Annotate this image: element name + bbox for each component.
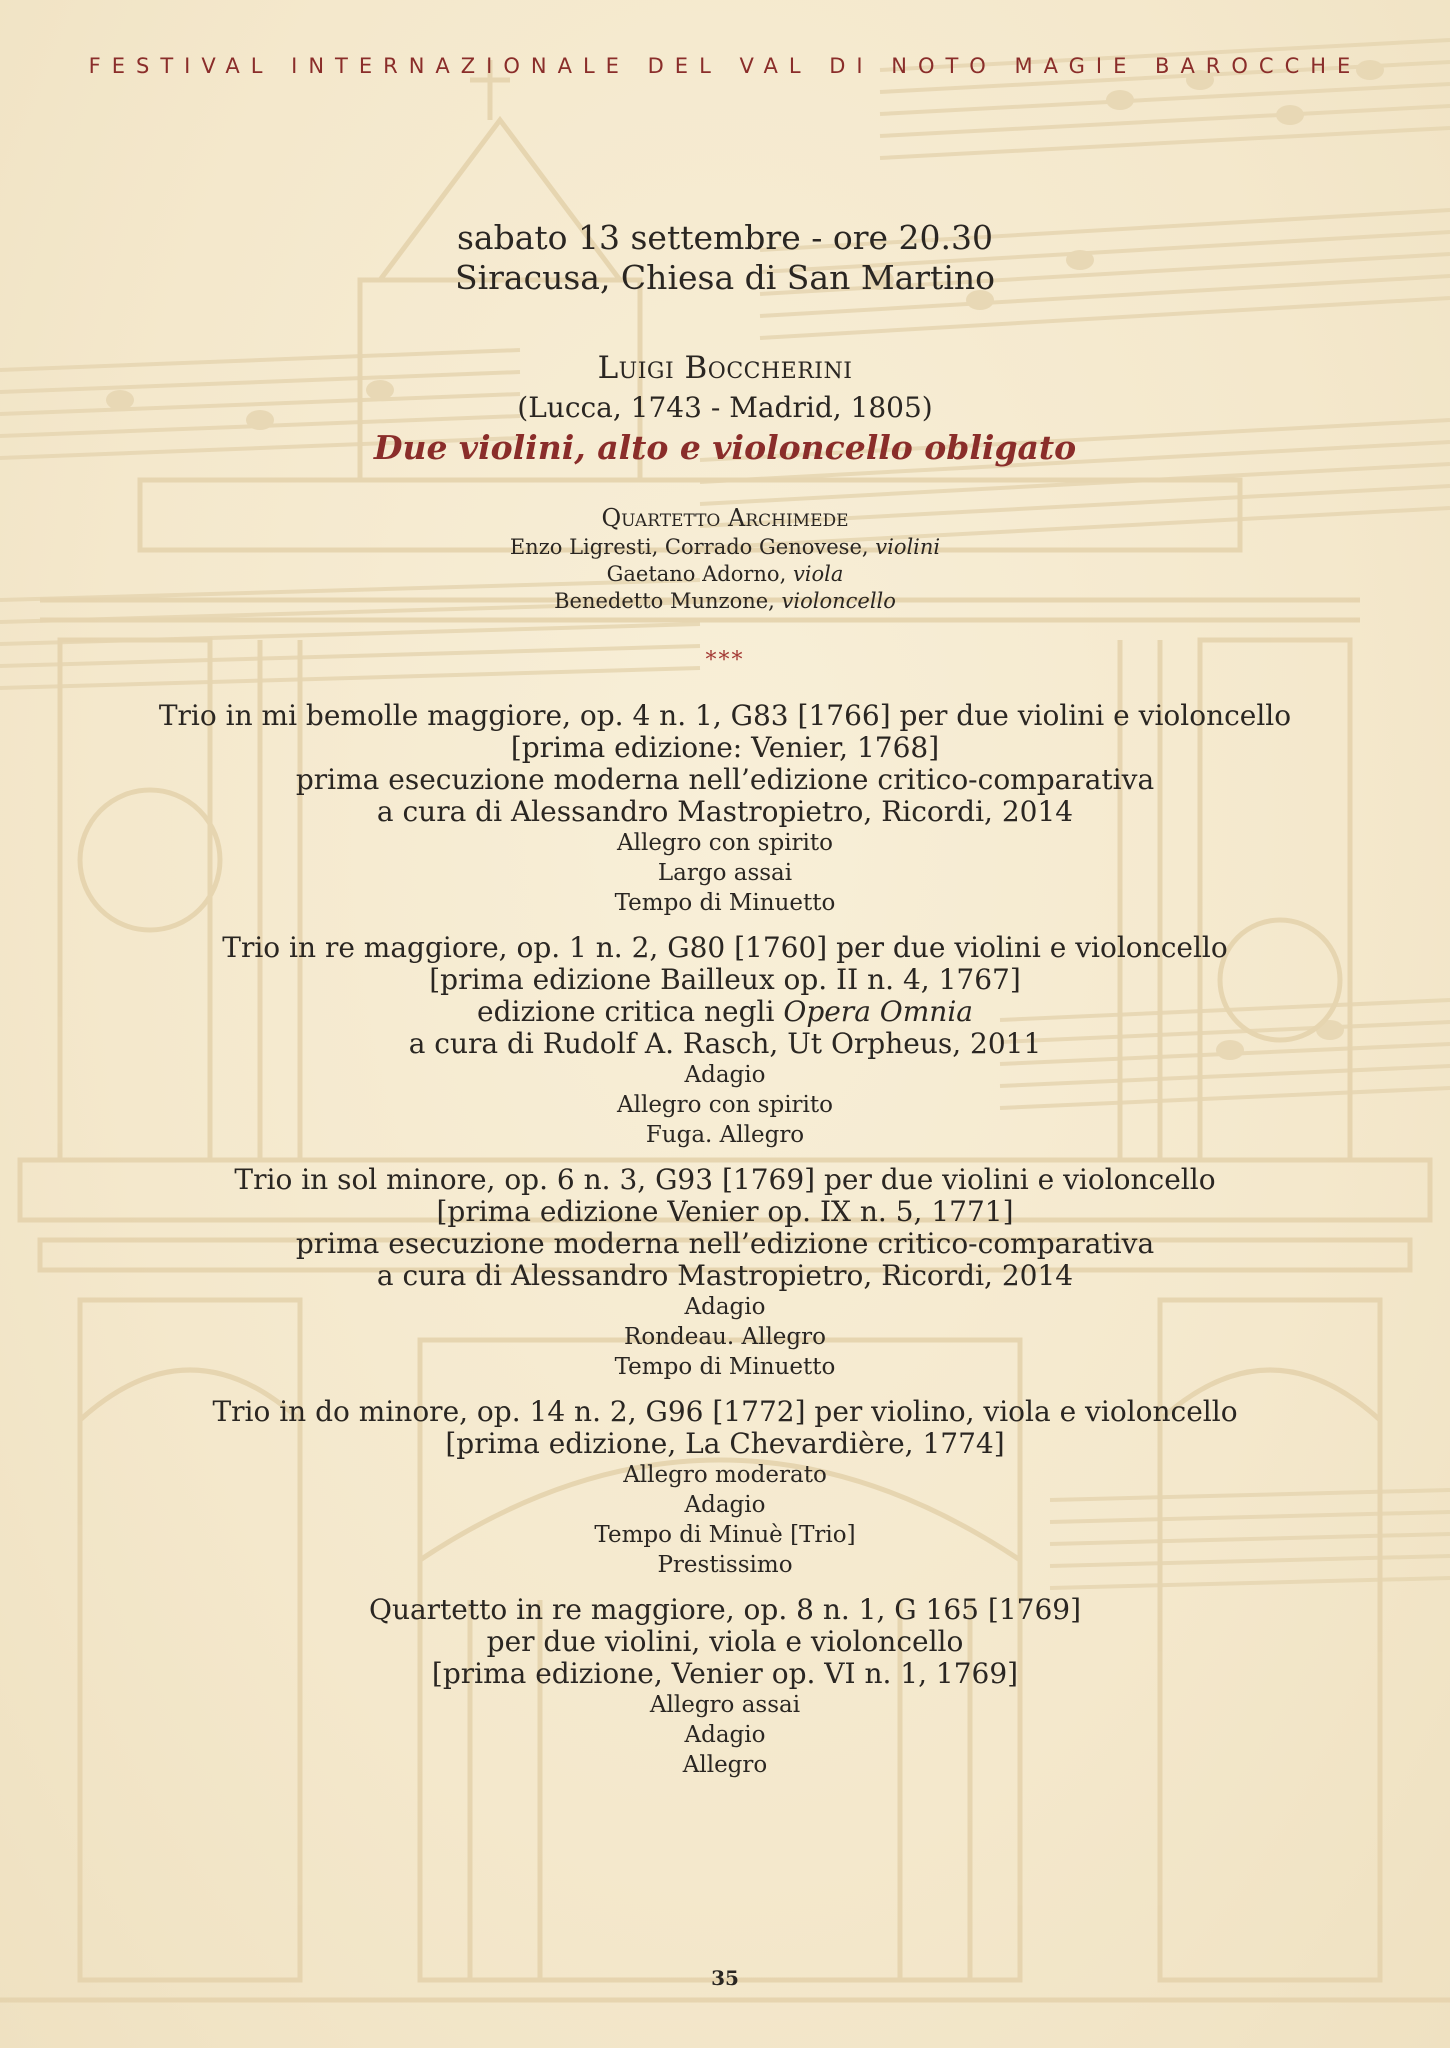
composer-name: Luigi Boccherini: [597, 350, 853, 386]
work-line: a cura di Alessandro Mastropietro, Ricordi, 2014: [376, 1259, 1074, 1292]
work-line: prima esecuzione moderna nell’edizione critico-comparativa: [295, 763, 1155, 796]
movement: Rondeau. Allegro: [624, 1324, 826, 1350]
movement: Allegro: [682, 1752, 768, 1778]
movement: Fuga. Allegro: [645, 1122, 805, 1148]
movement: Largo assai: [657, 860, 793, 886]
ensemble-member: [0, 588, 1450, 615]
member-names: Benedetto Munzone,: [554, 589, 782, 613]
movement: Adagio: [684, 1062, 766, 1088]
work-line: [prima edizione: Venier, 1768]: [510, 731, 940, 764]
movement: Tempo di Minuetto: [614, 1354, 836, 1380]
work-line: a cura di Rudolf A. Rasch, Ut Orpheus, 2011: [408, 1027, 1042, 1060]
member-names: Gaetano Adorno,: [606, 562, 793, 586]
work-edition-line: [0, 996, 1450, 1028]
work-item: [0, 1594, 1450, 1780]
edition-prefix: edizione critica negli: [477, 995, 784, 1028]
ensemble-name: Quartetto Archimede: [601, 504, 849, 532]
work-line: [prima edizione, La Chevardière, 1774]: [445, 1427, 1005, 1460]
movement: Tempo di Minuetto: [614, 890, 836, 916]
movement: Adagio: [684, 1294, 766, 1320]
movement: Allegro con spirito: [617, 1092, 833, 1118]
work-line: [prima edizione, Venier op. VI n. 1, 1769]: [431, 1657, 1019, 1690]
event-date-time: sabato 13 settembre - ore 20.30: [456, 218, 993, 257]
work-line: Trio in sol minore, op. 6 n. 3, G93 [1769] per due violini e violoncello: [234, 1163, 1216, 1196]
event-info: [0, 218, 1450, 298]
ensemble-block: [0, 502, 1450, 615]
work-line: a cura di Alessandro Mastropietro, Ricordi, 2014: [376, 795, 1074, 828]
page-number: 35: [711, 1966, 739, 1990]
works-list: [0, 700, 1450, 1794]
work-line: Trio in re maggiore, op. 1 n. 2, G80 [1760] per due violini e violoncello: [222, 931, 1228, 964]
work-line: Trio in mi bemolle maggiore, op. 4 n. 1, G83 [1766] per due violini e violoncello: [158, 699, 1292, 732]
work-item: [0, 700, 1450, 918]
edition-title: Opera Omnia: [783, 995, 973, 1028]
separator: ***: [705, 648, 745, 673]
work-item: [0, 1164, 1450, 1382]
work-line: [prima edizione Venier op. IX n. 5, 1771]: [436, 1195, 1014, 1228]
ensemble-member: [0, 534, 1450, 561]
movement: Adagio: [684, 1492, 766, 1518]
work-line: per due violini, viola e violoncello: [486, 1625, 964, 1658]
event-venue: Siracusa, Chiesa di San Martino: [455, 258, 995, 297]
composer-dates: (Lucca, 1743 - Madrid, 1805): [517, 391, 933, 424]
movement: Allegro con spirito: [617, 830, 833, 856]
festival-header: FESTIVAL INTERNAZIONALE DEL VAL DI NOTO MAGIE BAROCCHE: [88, 54, 1362, 78]
program-title: Due violini, alto e violoncello obligato: [373, 428, 1077, 467]
movement: Tempo di Minuè [Trio]: [594, 1522, 856, 1548]
composer-block: [0, 348, 1450, 468]
work-item: [0, 1396, 1450, 1580]
member-instrument: violoncello: [781, 589, 896, 613]
work-line: prima esecuzione moderna nell’edizione critico-comparativa: [295, 1227, 1155, 1260]
work-item: [0, 932, 1450, 1150]
member-instrument: viola: [792, 562, 844, 586]
ensemble-member: [0, 561, 1450, 588]
movement: Prestissimo: [657, 1552, 793, 1578]
work-line: Trio in do minore, op. 14 n. 2, G96 [1772] per violino, viola e violoncello: [212, 1395, 1238, 1428]
work-line: [prima edizione Bailleux op. II n. 4, 1767]: [429, 963, 1021, 996]
member-names: Enzo Ligresti, Corrado Genovese,: [509, 535, 876, 559]
work-line: Quartetto in re maggiore, op. 8 n. 1, G 165 [1769]: [368, 1593, 1082, 1626]
movement: Allegro assai: [649, 1692, 801, 1718]
movement: Allegro moderato: [623, 1462, 827, 1488]
member-instrument: violini: [875, 535, 941, 559]
movement: Adagio: [684, 1722, 766, 1748]
